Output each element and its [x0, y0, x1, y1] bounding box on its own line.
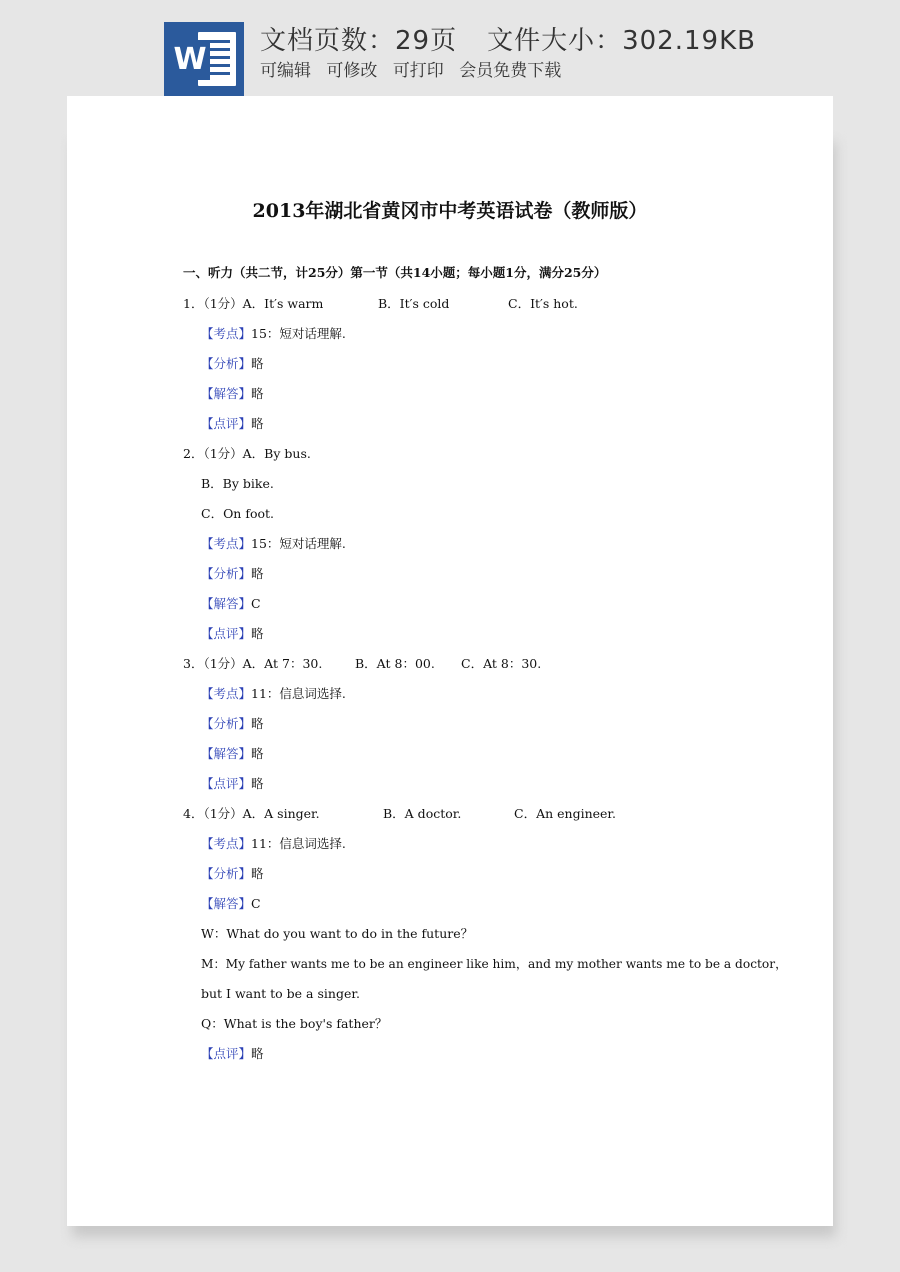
question-3-dianping: 【点评】略 [201, 776, 264, 791]
dialogue-line-3: but I want to be a singer. [201, 986, 360, 1001]
question-1 [183, 296, 783, 312]
question-3-kaodian: 【考点】11：信息词选择. [201, 686, 346, 701]
document-title: 2013年湖北省黄冈市中考英语试卷（教师版） [252, 200, 648, 222]
file-size: 文件大小：302.19KB [487, 26, 756, 56]
section-heading: 一、听力（共二节，计25分）第一节（共14小题；每小题1分，满分25分） [183, 265, 607, 280]
question-2-option-c: C．On foot. [201, 506, 275, 521]
question-1-jieda: 【解答】略 [201, 386, 264, 401]
question-1-dianping: 【点评】略 [201, 416, 264, 431]
question-4-option-c: C．An engineer. [514, 806, 616, 821]
question-4 [183, 806, 783, 822]
download-banner [0, 0, 900, 96]
question-2-dianping: 【点评】略 [201, 626, 264, 641]
question-2-stem: 2．（1分）A．By bus. [183, 446, 311, 461]
question-1-option-b: B．It′s cold [378, 296, 450, 311]
question-2-kaodian: 【考点】15：短对话理解. [201, 536, 346, 551]
document-page [67, 96, 833, 1226]
question-3-option-b: B．At 8：00. [355, 656, 435, 671]
feature-editable: 可编辑 [260, 61, 311, 81]
feature-modifiable: 可修改 [326, 61, 378, 81]
question-1-kaodian: 【考点】15：短对话理解. [201, 326, 346, 341]
question-2-jieda: 【解答】C [201, 596, 261, 611]
question-1-stem: 1．（1分）A．It′s warm [183, 296, 324, 311]
question-1-option-c: C．It′s hot. [508, 296, 578, 311]
question-4-stem: 4．（1分）A．A singer. [183, 806, 320, 821]
question-4-dianping: 【点评】略 [201, 1046, 264, 1061]
word-document-icon: W [164, 22, 244, 96]
feature-list [260, 56, 571, 81]
feature-printable: 可打印 [392, 61, 444, 81]
question-4-option-b: B．A doctor. [383, 806, 462, 821]
file-info [260, 20, 756, 57]
question-3-fenxi: 【分析】略 [201, 716, 264, 731]
dialogue-line-1: W：What do you want to do in the future？ [201, 926, 474, 941]
question-4-fenxi: 【分析】略 [201, 866, 264, 881]
question-3-stem: 3．（1分）A．At 7：30. [183, 656, 323, 671]
dialogue-line-2: M：My father wants me to be an engineer like him，and my mother wants me to be a doctor， [201, 957, 788, 971]
question-2-option-b: B．By bike. [201, 476, 274, 491]
question-4-kaodian: 【考点】11：信息词选择. [201, 836, 346, 851]
feature-member-download: 会员免费下载 [459, 61, 562, 81]
question-2-fenxi: 【分析】略 [201, 566, 264, 581]
question-4-jieda: 【解答】C [201, 896, 261, 911]
question-3-jieda: 【解答】略 [201, 746, 264, 761]
question-3 [183, 656, 783, 672]
page-count: 文档页数：29页 [260, 26, 458, 56]
question-3-option-c: C．At 8：30. [461, 656, 542, 671]
dialogue-line-4: Q：What is the boy's father？ [201, 1016, 388, 1031]
question-1-fenxi: 【分析】略 [201, 356, 264, 371]
